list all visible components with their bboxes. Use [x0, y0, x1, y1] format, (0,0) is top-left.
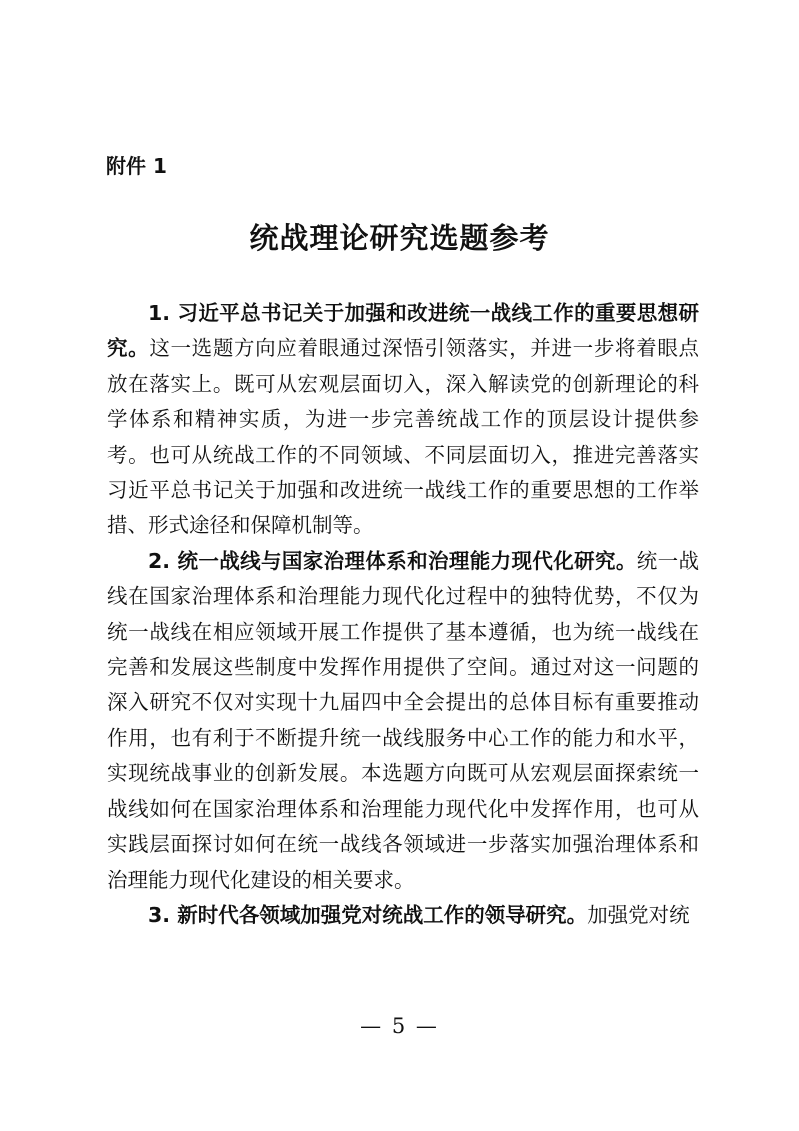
topic-paragraph-3 [107, 898, 699, 933]
topic-heading: 2. 统一战线与国家治理体系和治理能力现代化研究。 [148, 548, 637, 573]
topic-heading: 1. 习近平总书记关于加强和改进统一战线工作的重要思想研究。 [107, 301, 699, 361]
topic-description: 统一战线在国家治理体系和治理能力现代化过程中的独特优势，不仅为统一战线在相应领域开展工作提供了基本遵循，也为统一战线在完善和发展这些制度中发挥作用提供了空间。通过对这一问题的深入研究不仅对实现十九届四中全会提出的总体目标有重要推动作用，也有利于不断提升统一战线服务中心工作的能力和水平，实现统战事业的创新发展。本选题方向既可从宏观层面探索统一战线如何在国家治理体系和治理能力现代化中发挥作用，也可从实践层面探讨如何在统一战线各领域进一步落实加强治理体系和治理能力现代化建设的相关要求。 [107, 548, 700, 892]
topic-description: 加强党对统 [587, 902, 690, 927]
topic-heading: 3. 新时代各领域加强党对统战工作的领导研究。 [148, 902, 588, 927]
page-number: — 5 — [360, 1014, 439, 1038]
topic-description: 这一选题方向应着眼通过深悟引领落实，并进一步将着眼点放在落实上。既可从宏观层面切入，深入解读党的创新理论的科学体系和精神实质，为进一步完善统战工作的顶层设计提供参考。也可从统战工作的不同领域、不同层面切入，推进完善落实习近平总书记关于加强和改进统一战线工作的重要思想的工作举措、形式途径和保障机制等。 [107, 336, 700, 538]
document-body [107, 296, 699, 933]
attachment-label: 附件 1 [106, 154, 167, 178]
topic-paragraph-2 [107, 544, 699, 898]
topic-paragraph-1 [107, 296, 699, 544]
document-title: 统战理论研究选题参考 [249, 221, 550, 255]
